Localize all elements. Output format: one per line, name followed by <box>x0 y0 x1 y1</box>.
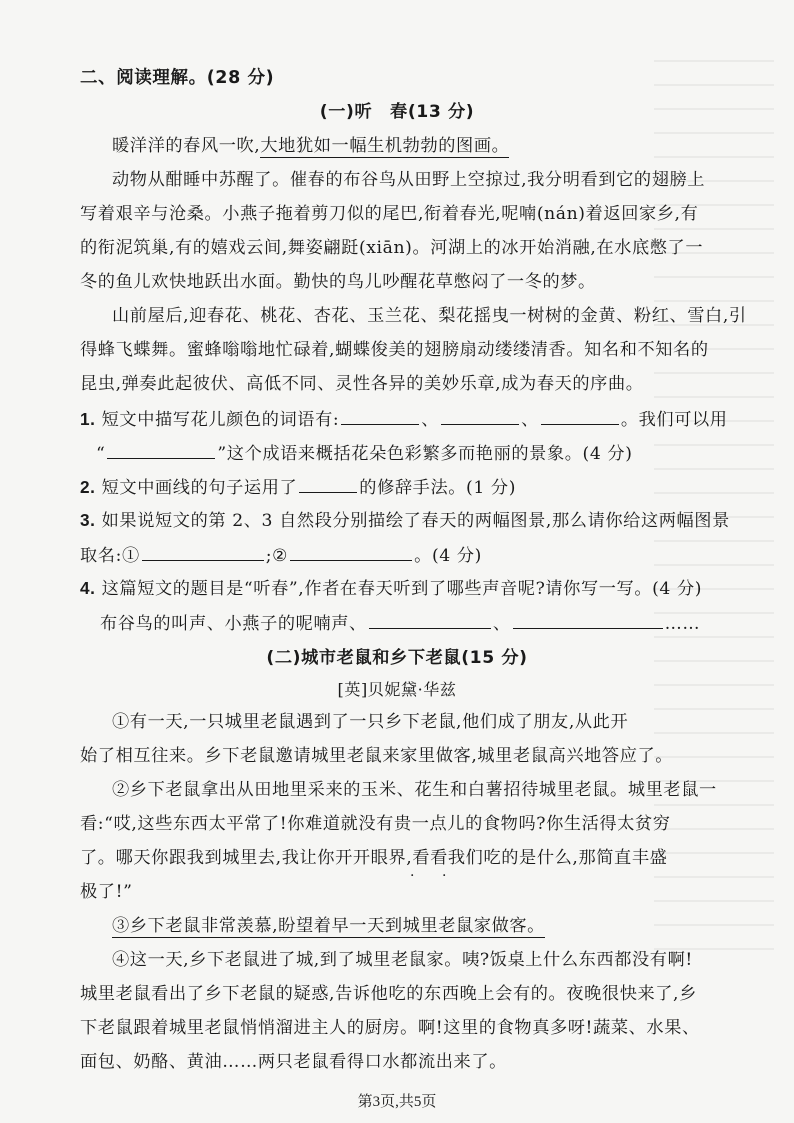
emphasis-dot: · <box>442 868 447 884</box>
q2-text: 短文中画线的句子运用了 <box>101 478 298 498</box>
q2-number: 2. <box>80 477 96 497</box>
passage2-line: ④这一天,乡下老鼠进了城,到了城里老鼠家。咦?饭桌上什么东西都没有啊! <box>112 950 693 970</box>
q3-text-2: 取名:① <box>80 546 140 566</box>
q4-text: 这篇短文的题目是“听春”,作者在春天听到了哪些声音呢?请你写一写。(4 分) <box>101 579 703 599</box>
q4-number: 4. <box>80 578 96 598</box>
q4-text-2: 布谷鸟的叫声、小燕子的呢喃声、 <box>100 614 367 634</box>
passage2-line: ①有一天,一只城里老鼠遇到了一只乡下老鼠,他们成了朋友,从此开 <box>112 712 629 732</box>
q3-blank-1[interactable] <box>142 542 264 561</box>
passage1-line: 写着艰辛与沧桑。小燕子拖着剪刀似的尾巴,衔着春光,呢喃(nán)着返回家乡,有 <box>80 204 699 224</box>
q2-blank[interactable] <box>299 474 357 493</box>
question-3 <box>80 508 730 533</box>
passage2-line: 始了相互往来。乡下老鼠邀请城里老鼠来家里做客,城里老鼠高兴地答应了。 <box>80 746 674 766</box>
q1-blank-2[interactable] <box>441 406 519 425</box>
passage2-line: 下老鼠跟着城里老鼠悄悄溜进主人的厨房。啊!这里的食物真多呀!蔬菜、水果、 <box>80 1018 700 1038</box>
section-title: 二、阅读理解。(28 分) <box>80 68 275 88</box>
passage1-line: 的衔泥筑巢,有的嬉戏云间,舞姿翩跹(xiān)。河湖上的冰开始消融,在水底憋了一 <box>80 238 704 258</box>
passage2-para3 <box>112 914 545 938</box>
q1-blank-1[interactable] <box>341 406 419 425</box>
passage1-line: 冬的鱼儿欢快地跃出水面。勤快的鸟儿吵醒花草憋闷了一冬的梦。 <box>80 272 596 292</box>
question-3-cont <box>80 542 482 568</box>
passage2-line: 看:“哎,这些东西太平常了!你难道就没有贵一点儿的食物吗?你生活得太贫穷 <box>80 814 671 834</box>
passage1-title: (一)听 春(13 分) <box>319 102 475 122</box>
q4-ellipsis: …… <box>664 614 701 634</box>
passage1-para1 <box>112 134 509 158</box>
passage2-line: 面包、奶酪、黄油……两只老鼠看得口水都流出来了。 <box>80 1052 507 1072</box>
passage2-line: 了。哪天你跟我到城里去,我让你开开眼界,看看我们吃的是什么,那简直丰盛 <box>80 848 668 868</box>
q1-text: 短文中描写花儿颜色的词语有: <box>101 410 340 430</box>
passage2-line: 极了!” <box>80 882 133 902</box>
emphasis-dot: · <box>410 868 415 884</box>
question-1 <box>80 406 728 432</box>
q3-text-3: ;② <box>265 546 289 566</box>
passage1-line: 昆虫,弹奏此起彼伏、高低不同、灵性各异的美妙乐章,成为春天的序曲。 <box>80 374 644 394</box>
q3-number: 3. <box>80 510 96 530</box>
passage2-line: 城里老鼠看出了乡下老鼠的疑惑,告诉他吃的东西晚上会有的。夜晚很快来了,乡 <box>80 984 697 1004</box>
passage1-line: 得蜂飞蝶舞。蜜蜂嗡嗡地忙碌着,蝴蝶俊美的翅膀扇动缕缕清香。知名和不知名的 <box>80 340 709 360</box>
q2-text-2: 的修辞手法。(1 分) <box>359 478 517 498</box>
q1-text-2: 。我们可以用 <box>620 410 728 430</box>
question-4-cont <box>100 610 700 636</box>
q1-number: 1. <box>80 409 96 429</box>
underlined-sentence: 大地犹如一幅生机勃勃的图画。 <box>260 136 510 156</box>
q4-blank-1[interactable] <box>369 610 491 629</box>
q3-text-4: 。(4 分) <box>414 546 482 566</box>
passage2-title: (二)城市老鼠和乡下老鼠(15 分) <box>266 648 528 668</box>
question-2 <box>80 474 516 500</box>
passage1-line: 动物从酣睡中苏醒了。催春的布谷鸟从田野上空掠过,我分明看到它的翅膀上 <box>112 170 706 190</box>
q4-separator: 、 <box>492 614 511 634</box>
q1-blank-3[interactable] <box>541 406 619 425</box>
q1-quote-open: “ <box>96 444 106 464</box>
q1-separator: 、 <box>521 410 539 430</box>
q1-separator: 、 <box>421 410 440 430</box>
question-4 <box>80 576 702 601</box>
page-footer: 第3页,共5页 <box>357 1094 437 1110</box>
q1-text-3: ”这个成语来概括花朵色彩繁多而艳丽的景象。(4 分) <box>217 444 633 464</box>
question-1-cont <box>96 440 633 466</box>
q1-idiom-blank[interactable] <box>107 440 215 459</box>
q3-text: 如果说短文的第 2、3 自然段分别描绘了春天的两幅图景,那么请你给这两幅图景 <box>101 511 730 531</box>
passage1-line: 山前屋后,迎春花、桃花、杏花、玉兰花、梨花摇曳一树树的金黄、粉红、雪白,引 <box>112 306 747 326</box>
passage2-author: [英]贝妮黛·华兹 <box>337 680 457 699</box>
q3-blank-2[interactable] <box>290 542 412 561</box>
passage2-line: ②乡下老鼠拿出从田地里采来的玉米、花生和白薯招待城里老鼠。城里老鼠一 <box>112 780 717 800</box>
underlined-sentence-2: ③乡下老鼠非常羡慕,盼望着早一天到城里老鼠家做客。 <box>112 916 545 936</box>
q4-blank-2[interactable] <box>513 610 663 629</box>
para1-text: 暖洋洋的春风一吹, <box>112 136 261 156</box>
